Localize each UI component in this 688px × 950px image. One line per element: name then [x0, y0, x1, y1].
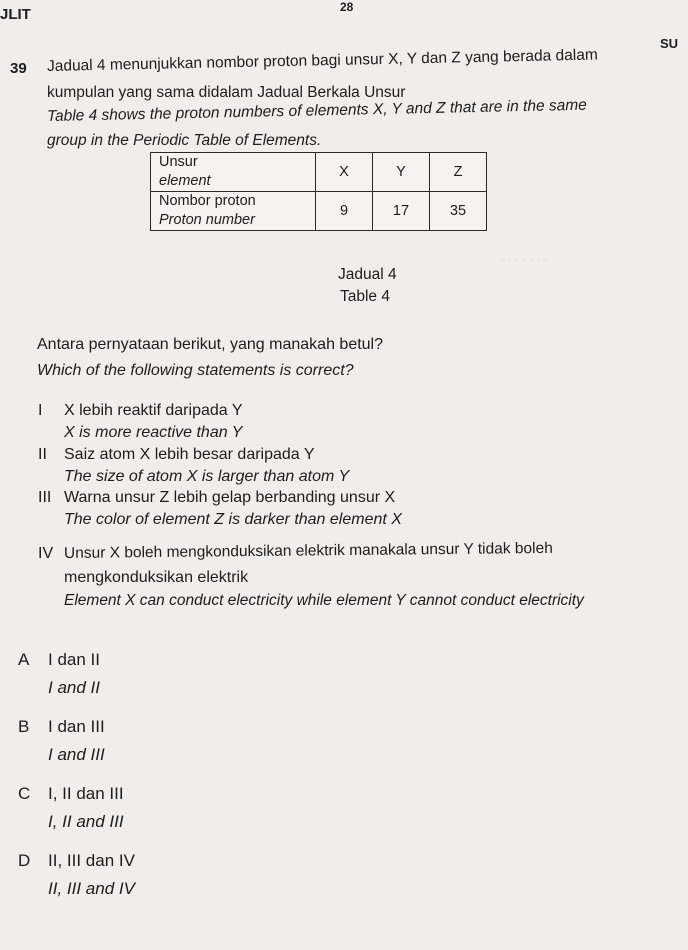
- table-col-x: X: [316, 153, 373, 192]
- table-col-y: Y: [373, 153, 430, 192]
- table-header-en: Proton number: [159, 212, 255, 228]
- question-stem-ms-line1: Jadual 4 menunjukkan nombor proton bagi unsur X, Y dan Z yang berada dalam: [46, 46, 598, 75]
- statement-numeral-3: III: [38, 489, 52, 506]
- question-stem-ms-line2: kumpulan yang sama didalam Jadual Berkala Unsur: [47, 84, 406, 101]
- option-c-en: I, II and III: [48, 812, 124, 831]
- statement-3-en: The color of element Z is darker than element X: [64, 511, 402, 528]
- table-header-element: [151, 153, 316, 192]
- question-prompt-ms: Antara pernyataan berikut, yang manakah betul?: [37, 336, 384, 353]
- table-col-z: Z: [430, 153, 487, 192]
- option-c-ms: I, II dan III: [48, 784, 124, 803]
- question-prompt-en: Which of the following statements is correct?: [37, 362, 354, 379]
- running-header-right: SU: [660, 36, 679, 51]
- statement-numeral-1: I: [38, 402, 43, 419]
- table-caption-ms: Jadual 4: [338, 266, 397, 283]
- option-a-en: I and II: [48, 678, 100, 697]
- table-header-ms: Nombor proton: [159, 193, 256, 209]
- statement-1-en: X is more reactive than Y: [64, 424, 243, 441]
- question-stem-en-line2: group in the Periodic Table of Elements.: [47, 132, 322, 149]
- statement-numeral-4: IV: [38, 545, 54, 562]
- option-letter-b: B: [18, 717, 30, 736]
- proton-number-table: [150, 152, 487, 231]
- question-number: 39: [10, 60, 27, 77]
- option-letter-d: D: [18, 851, 31, 870]
- page-number: 28: [340, 0, 354, 14]
- table-value-y: 17: [373, 192, 430, 231]
- statement-2-ms: Saiz atom X lebih besar daripada Y: [64, 446, 315, 463]
- table-header-en: element: [159, 173, 211, 189]
- show-through-text: · · · · · · ·: [500, 252, 548, 266]
- option-a-ms: I dan II: [48, 650, 100, 669]
- option-letter-a: A: [18, 650, 30, 669]
- table-header-proton-number: [151, 192, 316, 231]
- table-value-z: 35: [430, 192, 487, 231]
- option-letter-c: C: [18, 784, 31, 803]
- running-header-left: JLIT: [0, 6, 31, 23]
- statement-1-ms: X lebih reaktif daripada Y: [64, 402, 243, 419]
- statement-4-ms-line1: Unsur X boleh mengkonduksikan elektrik manakala unsur Y tidak boleh: [63, 539, 553, 562]
- statement-4-en: Element X can conduct electricity while element Y cannot conduct electricity: [64, 592, 584, 609]
- statement-numeral-2: II: [38, 446, 47, 463]
- option-b-en: I and III: [48, 745, 105, 764]
- table-row-element: [151, 153, 487, 192]
- question-stem-en-line1: Table 4 shows the proton numbers of elements X, Y and Z that are in the same: [46, 96, 588, 125]
- table-row-proton-number: [151, 192, 487, 231]
- option-d-en: II, III and IV: [48, 879, 135, 898]
- table-header-ms: Unsur: [159, 154, 198, 170]
- statement-2-en: The size of atom X is larger than atom Y: [64, 468, 350, 485]
- table-caption-en: Table 4: [340, 288, 390, 305]
- option-b-ms: I dan III: [48, 717, 105, 736]
- statement-4-ms-line2: mengkonduksikan elektrik: [64, 569, 249, 586]
- option-d-ms: II, III dan IV: [48, 851, 135, 870]
- table-value-x: 9: [316, 192, 373, 231]
- statement-3-ms: Warna unsur Z lebih gelap berbanding unsur X: [64, 489, 396, 506]
